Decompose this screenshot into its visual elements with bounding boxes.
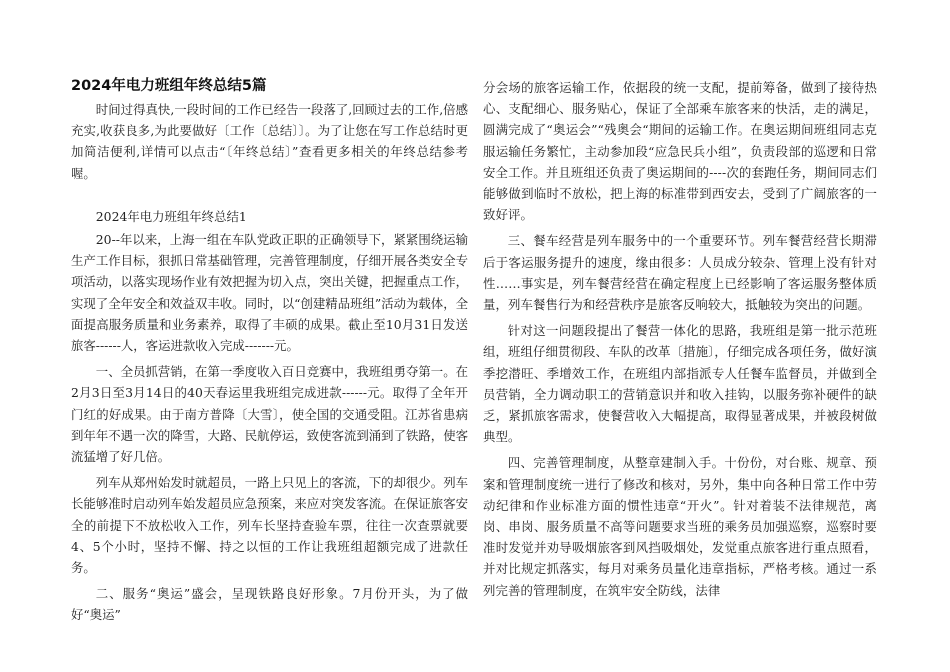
body-paragraph: 针对这一问题段提出了餐营一体化的思路，我班组是第一批示范班组，班组仔细贯彻段、车队的改革〔措施〕，仔细完成各项任务，做好演季挖潜旺、季增效工作，在班组内部指派专人任餐车监督员，并做到全员营销，全力调动职工的营销意识并和收入挂钩，以服务弥补硬件的缺乏，紧抓旅客需求，使餐营收入大幅提高，取得显著成果，并被段树做典型。 <box>483 323 877 445</box>
body-paragraph: 二、服务“奥运”盛会，呈现铁路良好形象。7月份开头，为了做好“奥运” <box>71 586 468 623</box>
body-paragraph: 分会场的旅客运输工作，依据段的统一支配，提前筹备，做到了接待热心、支配细心、服务贴心，保证了全部乘车旅客来的快活，走的满足，圆满完成了“奥运会”“残奥会“期间的运输工作。在奥运期间班组同志克服运输任务繁忙，主动参加段“应急民兵小组”，负责段部的巡逻和日常安全工作。并且班组还负责了奥运期间的----次的套跑任务，期间同志们能够做到临时不放松，把上海的标准带到西安去，受到了广阔旅客的一致好评。 <box>483 80 877 223</box>
left-column <box>71 99 468 626</box>
intro-paragraph: 时间过得真快,一段时间的工作已经告一段落了,回顾过去的工作,倍感充实,收获良多,为此要做好〔工作〔总结〕〕。为了让您在写工作总结时更加简洁便利,详情可以点击“〔年终总结〕”查看更多相关的年终总结参考喔。 <box>71 102 468 181</box>
body-paragraph: 列车从郑州始发时就超员，一路上只见上的客流，下的却很少。列车长能够准时启动列车始发超员应急预案，来应对突发客流。在保证旅客安全的前提下不放松收入工作，列车长坚持查验车票，往往一次查票就要4、5个小时，坚持不懈、持之以恒的工作让我班组超额完成了进款任务。 <box>71 475 468 576</box>
body-paragraph: 20--年以来，上海一组在车队党政正职的正确领导下，紧紧围绕运输生产工作目标，狠抓日常基础管理，完善管理制度，仔细开展各类安全专项活动，以落实现场作业有效把握为切入点，突出关键，把握重点工作，实现了全年安全和效益双丰收。同时，以“创建精品班组”活动为载体，全面提高服务质量和业务素养，取得了丰硕的成果。截止至10月31日发送旅客------人，客运进款收入完成-------元。 <box>71 232 468 354</box>
document-title: 2024年电力班组年终总结5篇 <box>71 78 267 94</box>
body-paragraph: 四、完善管理制度，从整章建制入手。十份份，对台账、规章、预案和管理制度统一进行了修改和核对，另外，集中向各种日常工作中劳动纪律和作业标准方面的惯性违章“开火”。针对着装不法律规范，离岗、串岗、服务质量不高等问题要求当班的乘务员加强巡察，巡察时要准时发觉并劝导吸烟旅客到风挡吸烟处，发觉重点旅客进行重点照看，并对比规定抓落实，每月对乘务员量化违章指标，严格考核。通过一系列完善的管理制度，在筑牢安全防线，法律 <box>483 455 877 598</box>
body-paragraph: 一、全员抓营销，在第一季度收入百日竞赛中，我班组勇夺第一。在2月3日至3月14日的40天春运里我班组完成进款------元。取得了全年开门红的好成果。由于南方普降〔大雪〕，使全国的交通受阻。江苏省患病到年年不遇一次的降雪，大路、民航停运，致使客流到涌到了铁路，使客流猛增了好几倍。 <box>71 364 468 465</box>
section-heading: 2024年电力班组年终总结1 <box>95 208 247 224</box>
right-column <box>483 77 877 601</box>
body-paragraph: 三、餐车经营是列车服务中的一个重要环节。列车餐营经营长期滞后于客运服务提升的速度，缘由很多：人员成分较杂、管理上没有针对性……事实是，列车餐营经营在确定程度上已经影响了客运服务整体质量，列车餐售行为和经营秩序是旅客反响较大，抵触较为突出的问题。 <box>483 233 877 313</box>
